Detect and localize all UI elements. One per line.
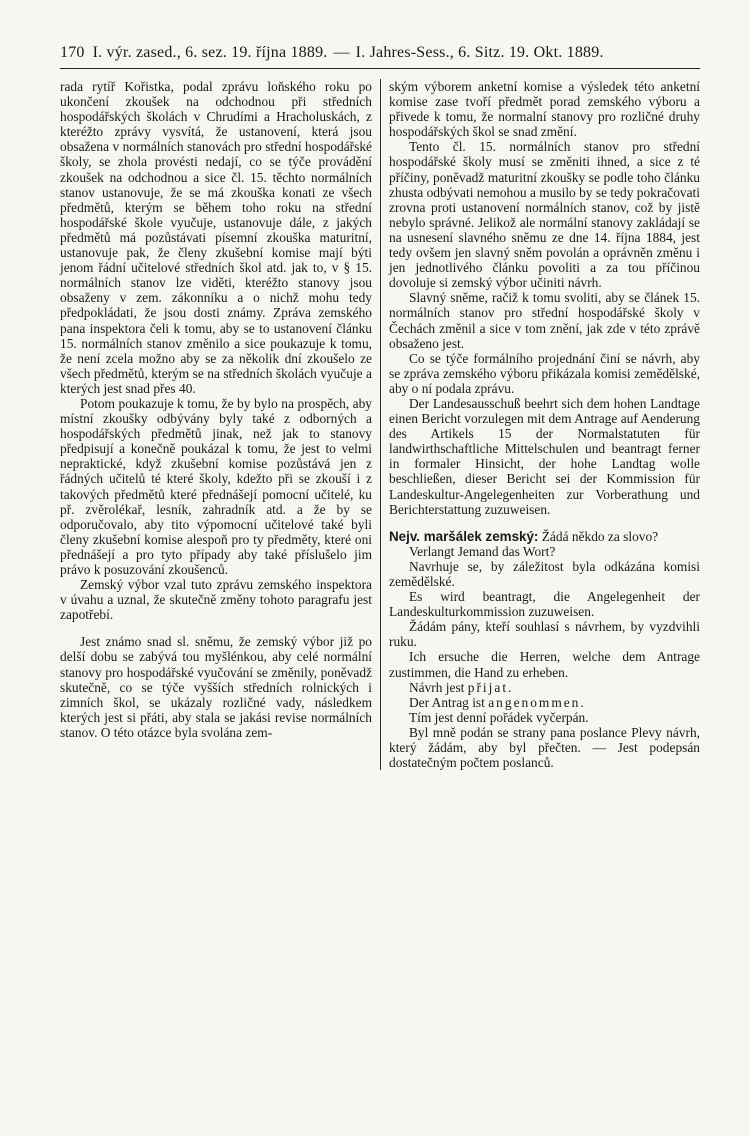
right-column bbox=[380, 79, 700, 770]
paragraph: Slavný sněme, račiž k tomu svoliti, aby se článek 15. normálních stanov pro střední hospodářské školy v Čechách změnil a sice v tom znění, jak zde v této zprávě obsaženo jest. bbox=[389, 290, 700, 351]
paragraph-german: Ich ersuche die Herren, welche dem Antrage zustimmen, die Hand zu erheben. bbox=[389, 649, 700, 680]
header-czech: I. výr. zased., 6. sez. 19. října 1889. bbox=[92, 44, 328, 61]
paragraph-german: Verlangt Jemand das Wort? bbox=[409, 543, 556, 559]
paragraph: Žádám pány, kteří souhlasí s návrhem, by vyzdvihli ruku. bbox=[389, 619, 700, 650]
page-number: 170 bbox=[60, 44, 85, 61]
text-columns bbox=[60, 79, 700, 770]
paragraph: Byl mně podán se strany pana poslance Plevy návrh, který žádám, aby byl přečten. — Jest podepsán dostatečným počtem poslanců. bbox=[389, 724, 700, 771]
header-german: I. Jahres-Sess., 6. Sitz. 19. Okt. 1889. bbox=[355, 44, 604, 61]
paragraph: Jest známo snad sl. sněmu, že zemský výbor již po delší dobu se zabývá tou myšlénkou, aby celé normální stanovy pro hospodářské vyučování se změnily, poněvadž skutečně, co se týče vyšších středních rolnických i zimních škol, se ukázaly rozličné vady, následkem kterých jest si přáti, aby stala se jakási revise normálních stanov. O této otázce byla svolána zem- bbox=[60, 634, 372, 740]
resolution-result: přijat. bbox=[467, 679, 514, 695]
resolution-label: Návrh jest bbox=[409, 679, 465, 695]
paragraph: Tento čl. 15. normálních stanov pro střední hospodářské školy musí se změniti ihned, a sice z té příčiny, poněvadž maturitní zkoušky se podle toho článku zhusta odbývati nemohou a musilo by se tedy pokračovati zrovna proti ustanovení normálních stanov, což by jistě nebylo správné. Jelikož ale normální stanovy zakládají se na usnesení slavného sněmu ze dne 14. října 1884, jest tedy ovšem jen slavný sněm povolán a oprávněn změnu i jen jednotlivého článku povoliti a za tou příčinou dovoluje si zemský výbor učiniti návrh. bbox=[389, 139, 700, 291]
paragraph-german: Es wird beantragt, die Angelegenheit der Landeskulturkommission zuzuweisen. bbox=[389, 589, 700, 620]
resolution-czech bbox=[389, 680, 700, 695]
left-column bbox=[60, 79, 380, 770]
paragraph: ským výborem anketní komise a výsledek této anketní komise zase tvoří předmět porad zemského výboru a přivede k tomu, že normalní stanovy pro rozličné druhy hospodářských škol se snad změní. bbox=[389, 79, 700, 140]
resolution-german bbox=[389, 695, 700, 710]
paragraph: Co se týče formálního projednání činí se návrh, aby se zpráva zemského výboru přikázala komisi zemědělské, aby o ní podala zprávu. bbox=[389, 350, 700, 396]
paragraph-german: Der Landesausschuß beehrt sich dem hohen Landtage einen Bericht vorzulegen mit dem Antrage auf Aenderung des Artikels 15 der Normalstatuten für landwirthschaftliche Mittelschulen und beantragt ferner in formaler Hinsicht, der hohe Landtag wolle beschließen, dieser Bericht sei der Kommission für Landeskultur-Angelegenheiten zur Vorberathung und Berichterstattung zuzuweisen. bbox=[389, 395, 700, 517]
resolution-result: angenommen. bbox=[488, 694, 586, 710]
header-separator: — bbox=[333, 44, 350, 61]
document-page bbox=[60, 44, 700, 770]
paragraph: Zemský výbor vzal tuto zprávu zemského inspektora v úvahu a uznal, že skutečně změny tohoto paragrafu jest zapotřebí. bbox=[60, 577, 372, 623]
speaker-name: Nejv. maršálek zemský: bbox=[389, 528, 539, 544]
page-header bbox=[60, 44, 700, 69]
paragraph: Potom poukazuje k tomu, že by bylo na prospěch, aby místní zkoušky odbývány byly také z odborných a hospodářských předmětů jinak, než jak to stanovy předpisují a konečně poukázal k tomu, že jest to velmi nepraktické, když zkušební komise pozůstává jen z řádných učitelů té které školy, kdežto při se zkouší i z takových předmětů které přednášejí pomocní učitelé, ku př. zvěrolékař, lesník, zahradník atd. a že by se odporučovalo, aby tito výpomocní učitelové také byli členy zkušební komise alespoň pro ty předměty, které oni přednášejí a pro tyto případy aby také příslušelo jim právo k posuzování zkoušenců. bbox=[60, 395, 372, 577]
paragraph: rada rytíř Kořistka, podal zprávu loňského roku po ukončení zkoušek na odchodnou při středních hospodářských školách v Chrudími a Hracholuskách, z kteréžto zprávy vysvítá, že ustanovení, která jsou obsažena v normálních stanovách pro střední hospodářské školy, se zhola provésti nedají, co se týče provádění zkoušek na odchodnou a sice čl. 15. těchto normálních stanov ustanovuje, že se má zkouška konati ze všech předmětů, kterým se během toho roku na střední hospodářské škole vyučuje, ustanovuje dále, z jakých předmětů má pozůstávati písemní zkouška maturitní, ustanovuje pak, že členy zkušební komise mají býti jenom řádní učitelové středních škol atd. jak to, v § 15. normálních stanov lze viděti, kteréžto stanovy jsou obsaženy v zem. zákonníku a o nichž mohu tedy předpokládati, že jsou dosti známy. Zpráva zemského pana inspektora čeli k tomu, aby se to ustanovení článku 15. normálních stanov změnilo a sice poukazuje k tomu, že není zcela možno aby se za několik dní zkoušelo ze všech předmětů, kterým se na středních školách vyučuje a kterých jest snad přes 40. bbox=[60, 79, 372, 396]
speech bbox=[389, 529, 700, 544]
speech-text: Žádá někdo za slovo? bbox=[541, 528, 659, 544]
paragraph: Navrhuje se, by záležitost byla odkázána komisi zemědělské. bbox=[389, 558, 700, 589]
paragraph: Tím jest denní pořádek vyčerpán. bbox=[409, 709, 589, 725]
resolution-label: Der Antrag ist bbox=[409, 694, 485, 710]
